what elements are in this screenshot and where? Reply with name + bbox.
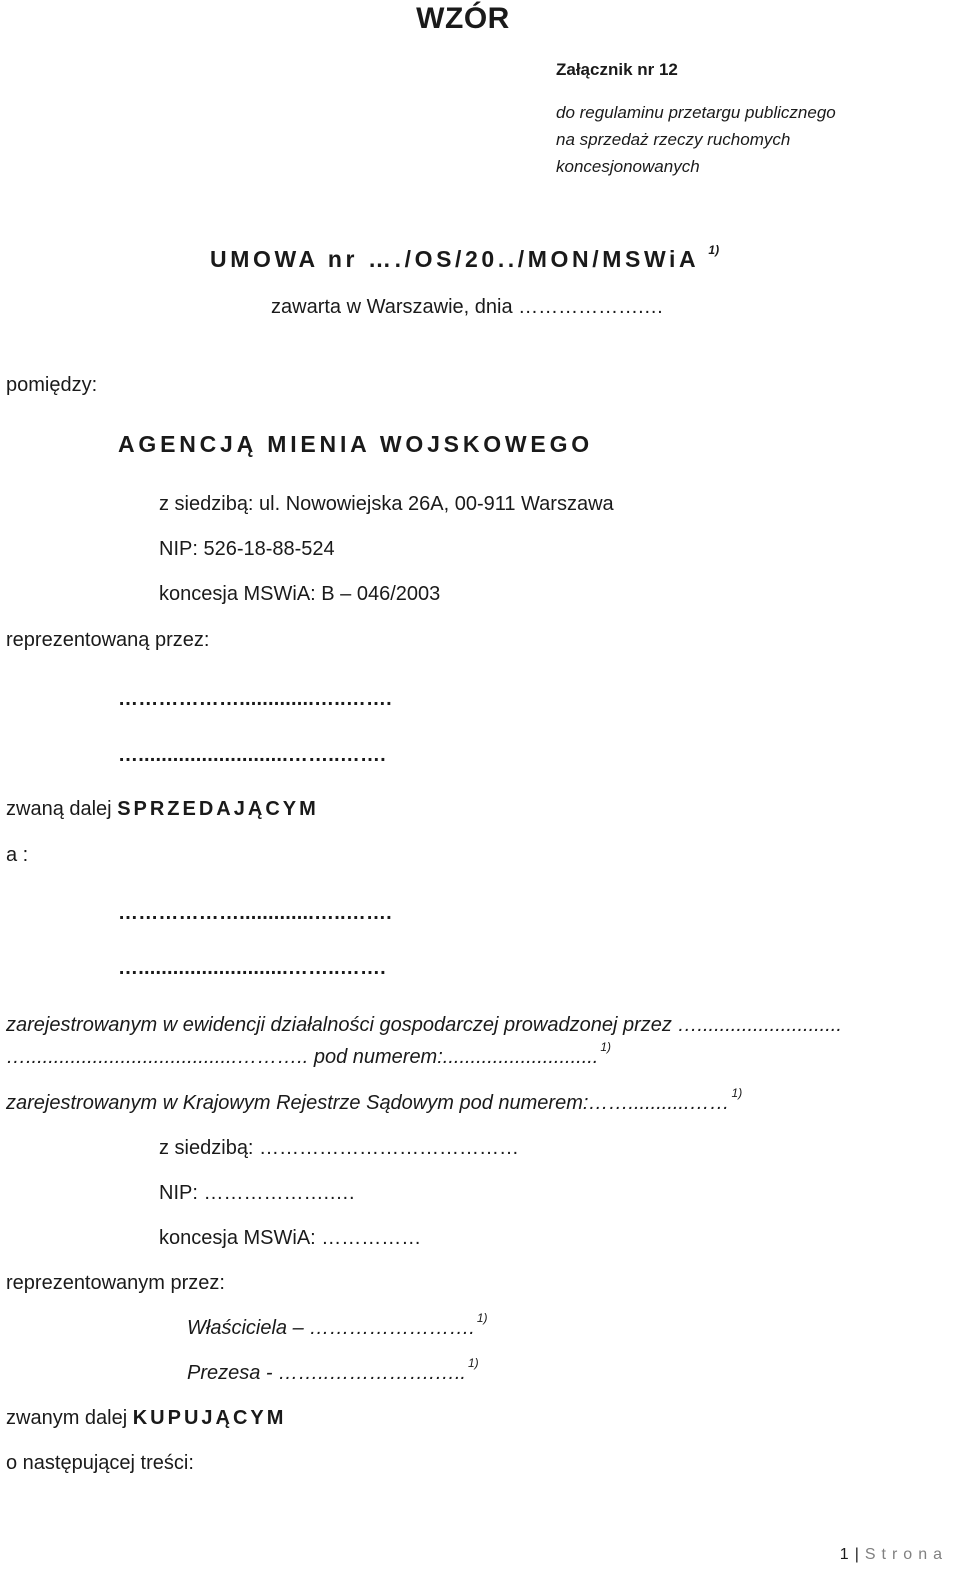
contract-title <box>210 243 720 273</box>
seller-role-prefix: zwaną dalej <box>6 798 118 820</box>
seller-representative-1: ……………….............…..……. <box>118 688 392 710</box>
seller-represented-label: reprezentowaną przez: <box>6 629 210 651</box>
seller-license: koncesja MSWiA: B – 046/2003 <box>159 583 441 605</box>
buyer-line-1: ……………….............…..……. <box>118 902 392 924</box>
buyer-role: KUPUJĄCYM <box>132 1407 287 1429</box>
business-registry-line: zarejestrowanym w ewidencji działalności gospodarczej prowadzonej przez ….......................... <box>6 1014 842 1036</box>
contract-title-text: UMOWA nr ….​/OS/20../MON/MSWiA <box>210 246 699 272</box>
seller-address: z siedzibą: ul. Nowowiejska 26A, 00-911 Warszawa <box>159 493 614 515</box>
footer-separator: | <box>854 1546 859 1563</box>
document-title: WZÓR <box>416 2 510 35</box>
registry-number-line <box>6 1040 612 1069</box>
regulation-line: koncesjonowanych <box>556 157 700 176</box>
president-text: Prezesa - ……..…………….….. <box>187 1362 466 1384</box>
owner-line <box>187 1311 488 1340</box>
buyer-seat: z siedzibą: ………………………………… <box>159 1137 520 1159</box>
president-line <box>187 1356 479 1385</box>
regulation-reference <box>556 99 836 180</box>
buyer-role-line <box>6 1407 286 1430</box>
and-label: a : <box>6 844 29 866</box>
page-number: 1 <box>839 1546 849 1563</box>
content-intro: o następującej treści: <box>6 1452 194 1474</box>
footnote-ref: 1) <box>476 1311 488 1325</box>
krs-line <box>6 1086 743 1115</box>
buyer-role-prefix: zwanym dalej <box>6 1407 133 1429</box>
seller-representative-2: …..........................……..……. <box>118 744 386 766</box>
page-footer <box>840 1546 948 1564</box>
krs-text: zarejestrowanym w Krajowym Rejestrze Sądowym pod numerem:……...........…… <box>6 1092 730 1114</box>
seller-name: AGENCJĄ MIENIA WOJSKOWEGO <box>118 431 593 457</box>
footnote-ref: 1) <box>708 243 720 258</box>
regulation-line: do regulaminu przetargu publicznego <box>556 103 836 122</box>
between-label: pomiędzy: <box>6 374 98 396</box>
footnote-ref: 1) <box>731 1086 743 1100</box>
regulation-line: na sprzedaż rzeczy ruchomych <box>556 130 791 149</box>
contract-place-date: zawarta w Warszawie, dnia ……………….… <box>271 296 664 318</box>
footnote-ref: 1) <box>467 1356 479 1370</box>
buyer-line-2: …..........................……..……. <box>118 957 386 979</box>
seller-role: SPRZEDAJĄCYM <box>117 798 319 820</box>
page-word: Strona <box>864 1546 948 1563</box>
registry-number-text: …......................................……….. pod numerem:............................ <box>6 1046 599 1068</box>
buyer-represented-label: reprezentowanym przez: <box>6 1272 225 1294</box>
buyer-nip: NIP: ……………….…. <box>159 1182 355 1204</box>
owner-text: Właściciela – ……………………. <box>187 1317 475 1339</box>
attachment-number: Załącznik nr 12 <box>556 60 678 79</box>
buyer-license: koncesja MSWiA: …………… <box>159 1227 422 1249</box>
seller-role-line <box>6 798 319 821</box>
footnote-ref: 1) <box>600 1040 612 1054</box>
seller-nip: NIP: 526-18-88-524 <box>159 538 335 560</box>
